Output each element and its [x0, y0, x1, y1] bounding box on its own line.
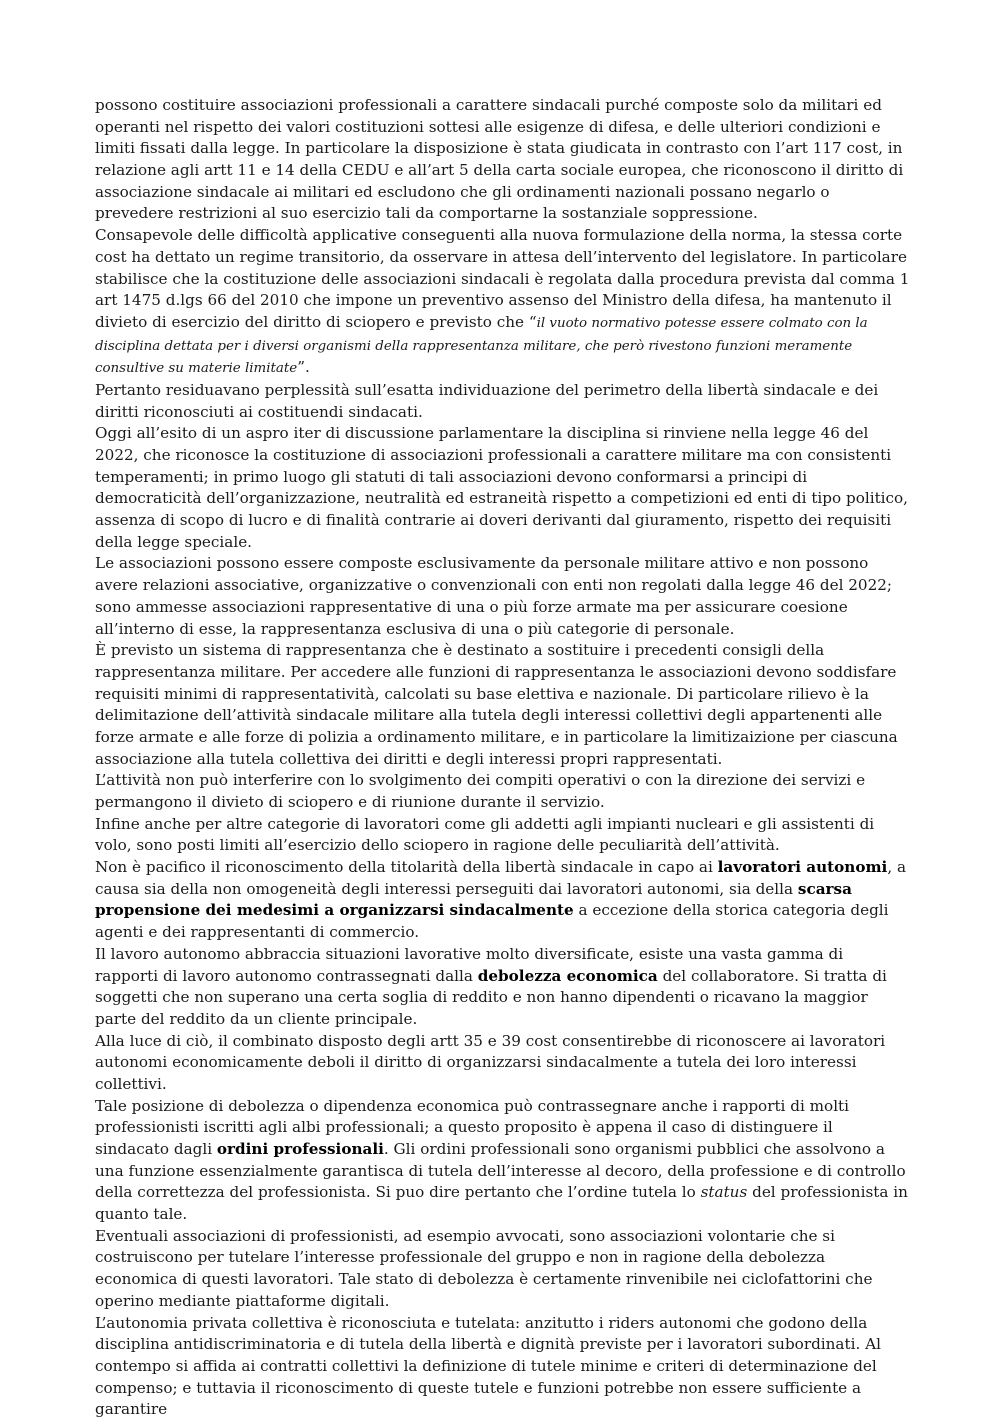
italic-term: status — [700, 1183, 748, 1202]
paragraph: Non è pacifico il riconoscimento della titolarità della libertà sindacale in capo ai lavoratori autonomi, a causa sia della non omogeneità degli interessi perseguiti dai lavoratori autonomi, sia della scarsa propensione dei medesimi a organizzarsi sindacalmente a eccezione della storica categoria degli agenti e dei rappresentanti di commercio. — [95, 858, 907, 942]
paragraph: Tale posizione di debolezza o dipendenza economica può contrassegnare anche i rapporti di molti professionisti iscritti agli albi professionali; a questo proposito è appena il caso di distinguere il sindacato dagli ordini professionali. Gli ordini professionali sono organismi pubblici che assolvono a una funzione essenzialmente garantisca di tutela dell’interesse al decoro, della professione e di controllo della correttezza del professionista. Si puo dire pertanto che l’ordine tutela lo status del professionista in quanto tale. — [95, 1096, 908, 1224]
bold-term: ordini professionali — [216, 1140, 384, 1158]
paragraph: Alla luce di ciò, il combinato disposto degli artt 35 e 39 cost consentirebbe di riconoscere ai lavoratori autonomi economicamente deboli il diritto di organizzarsi sindacalmente a tutela dei loro interessi collettivi. — [95, 1031, 886, 1093]
paragraph: Il lavoro autonomo abbraccia situazioni lavorative molto diversificate, esiste una vasta gamma di rapporti di lavoro autonomo contrassegnati dalla debolezza economica del collaboratore. Si tratta di soggetti che non superano una certa soglia di reddito e non hanno dipendenti o ricavano la maggior parte del reddito da un cliente principale. — [95, 944, 887, 1028]
paragraph: L’autonomia privata collettiva è riconosciuta e tutelata: anzitutto i riders autonomi che godono della disciplina antidiscriminatoria e di tutela della libertà e dignità previste per i lavoratori subordinati. Al contempo si affida ai contratti collettivi la definizione di tutele minime e criteri di determinazione del compenso; e tuttavia il riconoscimento di queste tutele e funzioni potrebbe non essere sufficiente a garantire — [95, 1313, 881, 1419]
paragraph: Infine anche per altre categorie di lavoratori come gli addetti agli impianti nucleari e gli assistenti di volo, sono posti limiti all’esercizio dello sciopero in ragione delle peculiarità dell’attività. — [95, 814, 875, 855]
paragraph: Pertanto residuavano perplessità sull’esatta individuazione del perimetro della libertà sindacale e dei diritti riconosciuti ai costituendi sindacati. — [95, 380, 879, 421]
bold-term: debolezza economica — [477, 966, 658, 985]
paragraph: Eventuali associazioni di professionisti, ad esempio avvocati, sono associazioni volontarie che si costruiscono per tutelare l’interesse professionale del gruppo e non in ragione della debolezza economica di questi lavoratori. Tale stato di debolezza è certamente rinvenibile nei ciclofattorini che operino mediante piattaforme digitali. — [95, 1226, 873, 1310]
bold-term: lavoratori autonomi — [717, 858, 888, 877]
bold-term: scarsa propensione dei medesimi a organizzarsi sindacalmente — [95, 879, 852, 920]
paragraph: Consapevole delle difficoltà applicative conseguenti alla nuova formulazione della norma, la stessa corte cost ha dettato un regime transitorio, da osservare in attesa dell’intervento del legislatore. In particolare stabilisce che la costituzione delle associazioni sindacali è regolata dalla procedura prevista dal comma 1 art 1475 d.lgs 66 del 2010 che impone un preventivo assenso del Ministro della difesa, ha mantenuto il divieto di esercizio del diritto di sciopero e previsto che “il vuoto normativo potesse essere colmato con la disciplina dettata per i diversi organismi della rappresentanza militare, che però rivestono funzioni meramente consultive su materie limitate”. — [95, 226, 910, 377]
paragraph: Le associazioni possono essere composte esclusivamente da personale militare attivo e non possono avere relazioni associative, organizzative o convenzionali con enti non regolati dalla legge 46 del 2022; sono ammesse associazioni rappresentative di una o più forze armate ma per assicurare coesione all’interno di esse, la rappresentanza esclusiva di una o più categorie di personale. — [95, 554, 893, 638]
paragraph: Oggi all’esito di un aspro iter di discussione parlamentare la disciplina si rinviene nella legge 46 del 2022, che riconosce la costituzione di associazioni professionali a carattere militare ma con consistenti temperamenti; in primo luogo gli statuti di tali associazioni devono conformarsi a principi di democraticità dell’organizzazione, neutralità ed estraneità rispetto a competizioni ed enti di tipo politico, assenza di scopo di lucro e di finalità contrarie ai doveri derivanti dal giuramento, rispetto dei requisiti della legge speciale. — [95, 424, 909, 551]
document-page — [95, 95, 911, 1421]
quoted-text: il vuoto normativo potesse essere colmato con la disciplina dettata per i diversi organismi della rappresentanza militare, che però rivestono funzioni meramente consultive su materie limitate — [95, 315, 868, 377]
paragraph: possono costituire associazioni professionali a carattere sindacali purché composte solo da militari ed operanti nel rispetto dei valori costituzioni sottesi alle esigenze di difesa, e delle ulteriori condizioni e limiti fissati dalla legge. In particolare la disposizione è stata giudicata in contrasto con l’art 117 cost, in relazione agli artt 11 e 14 della CEDU e all’art 5 della carta sociale europea, che riconoscono il diritto di associazione sindacale ai militari ed escludono che gli ordinamenti nazionali possano negarlo o prevedere restrizioni al suo esercizio tali da comportarne la sostanziale soppressione. — [95, 96, 904, 223]
paragraph: È previsto un sistema di rappresentanza che è destinato a sostituire i precedenti consigli della rappresentanza militare. Per accedere alle funzioni di rappresentanza le associazioni devono soddisfare requisiti minimi di rappresentatività, calcolati su base elettiva e nazionale. Di particolare rilievo è la delimitazione dell’attività sindacale militare alla tutela degli interessi collettivi degli appartenenti alle forze armate e alle forze di polizia a ordinamento militare, e in particolare la limitizaizione per ciascuna associazione alla tutela collettiva dei diritti e degli interessi propri rappresentati. — [95, 641, 898, 768]
paragraph: L’attività non può interferire con lo svolgimento dei compiti operativi o con la direzione dei servizi e permangono il divieto di sciopero e di riunione durante il servizio. — [95, 771, 866, 811]
